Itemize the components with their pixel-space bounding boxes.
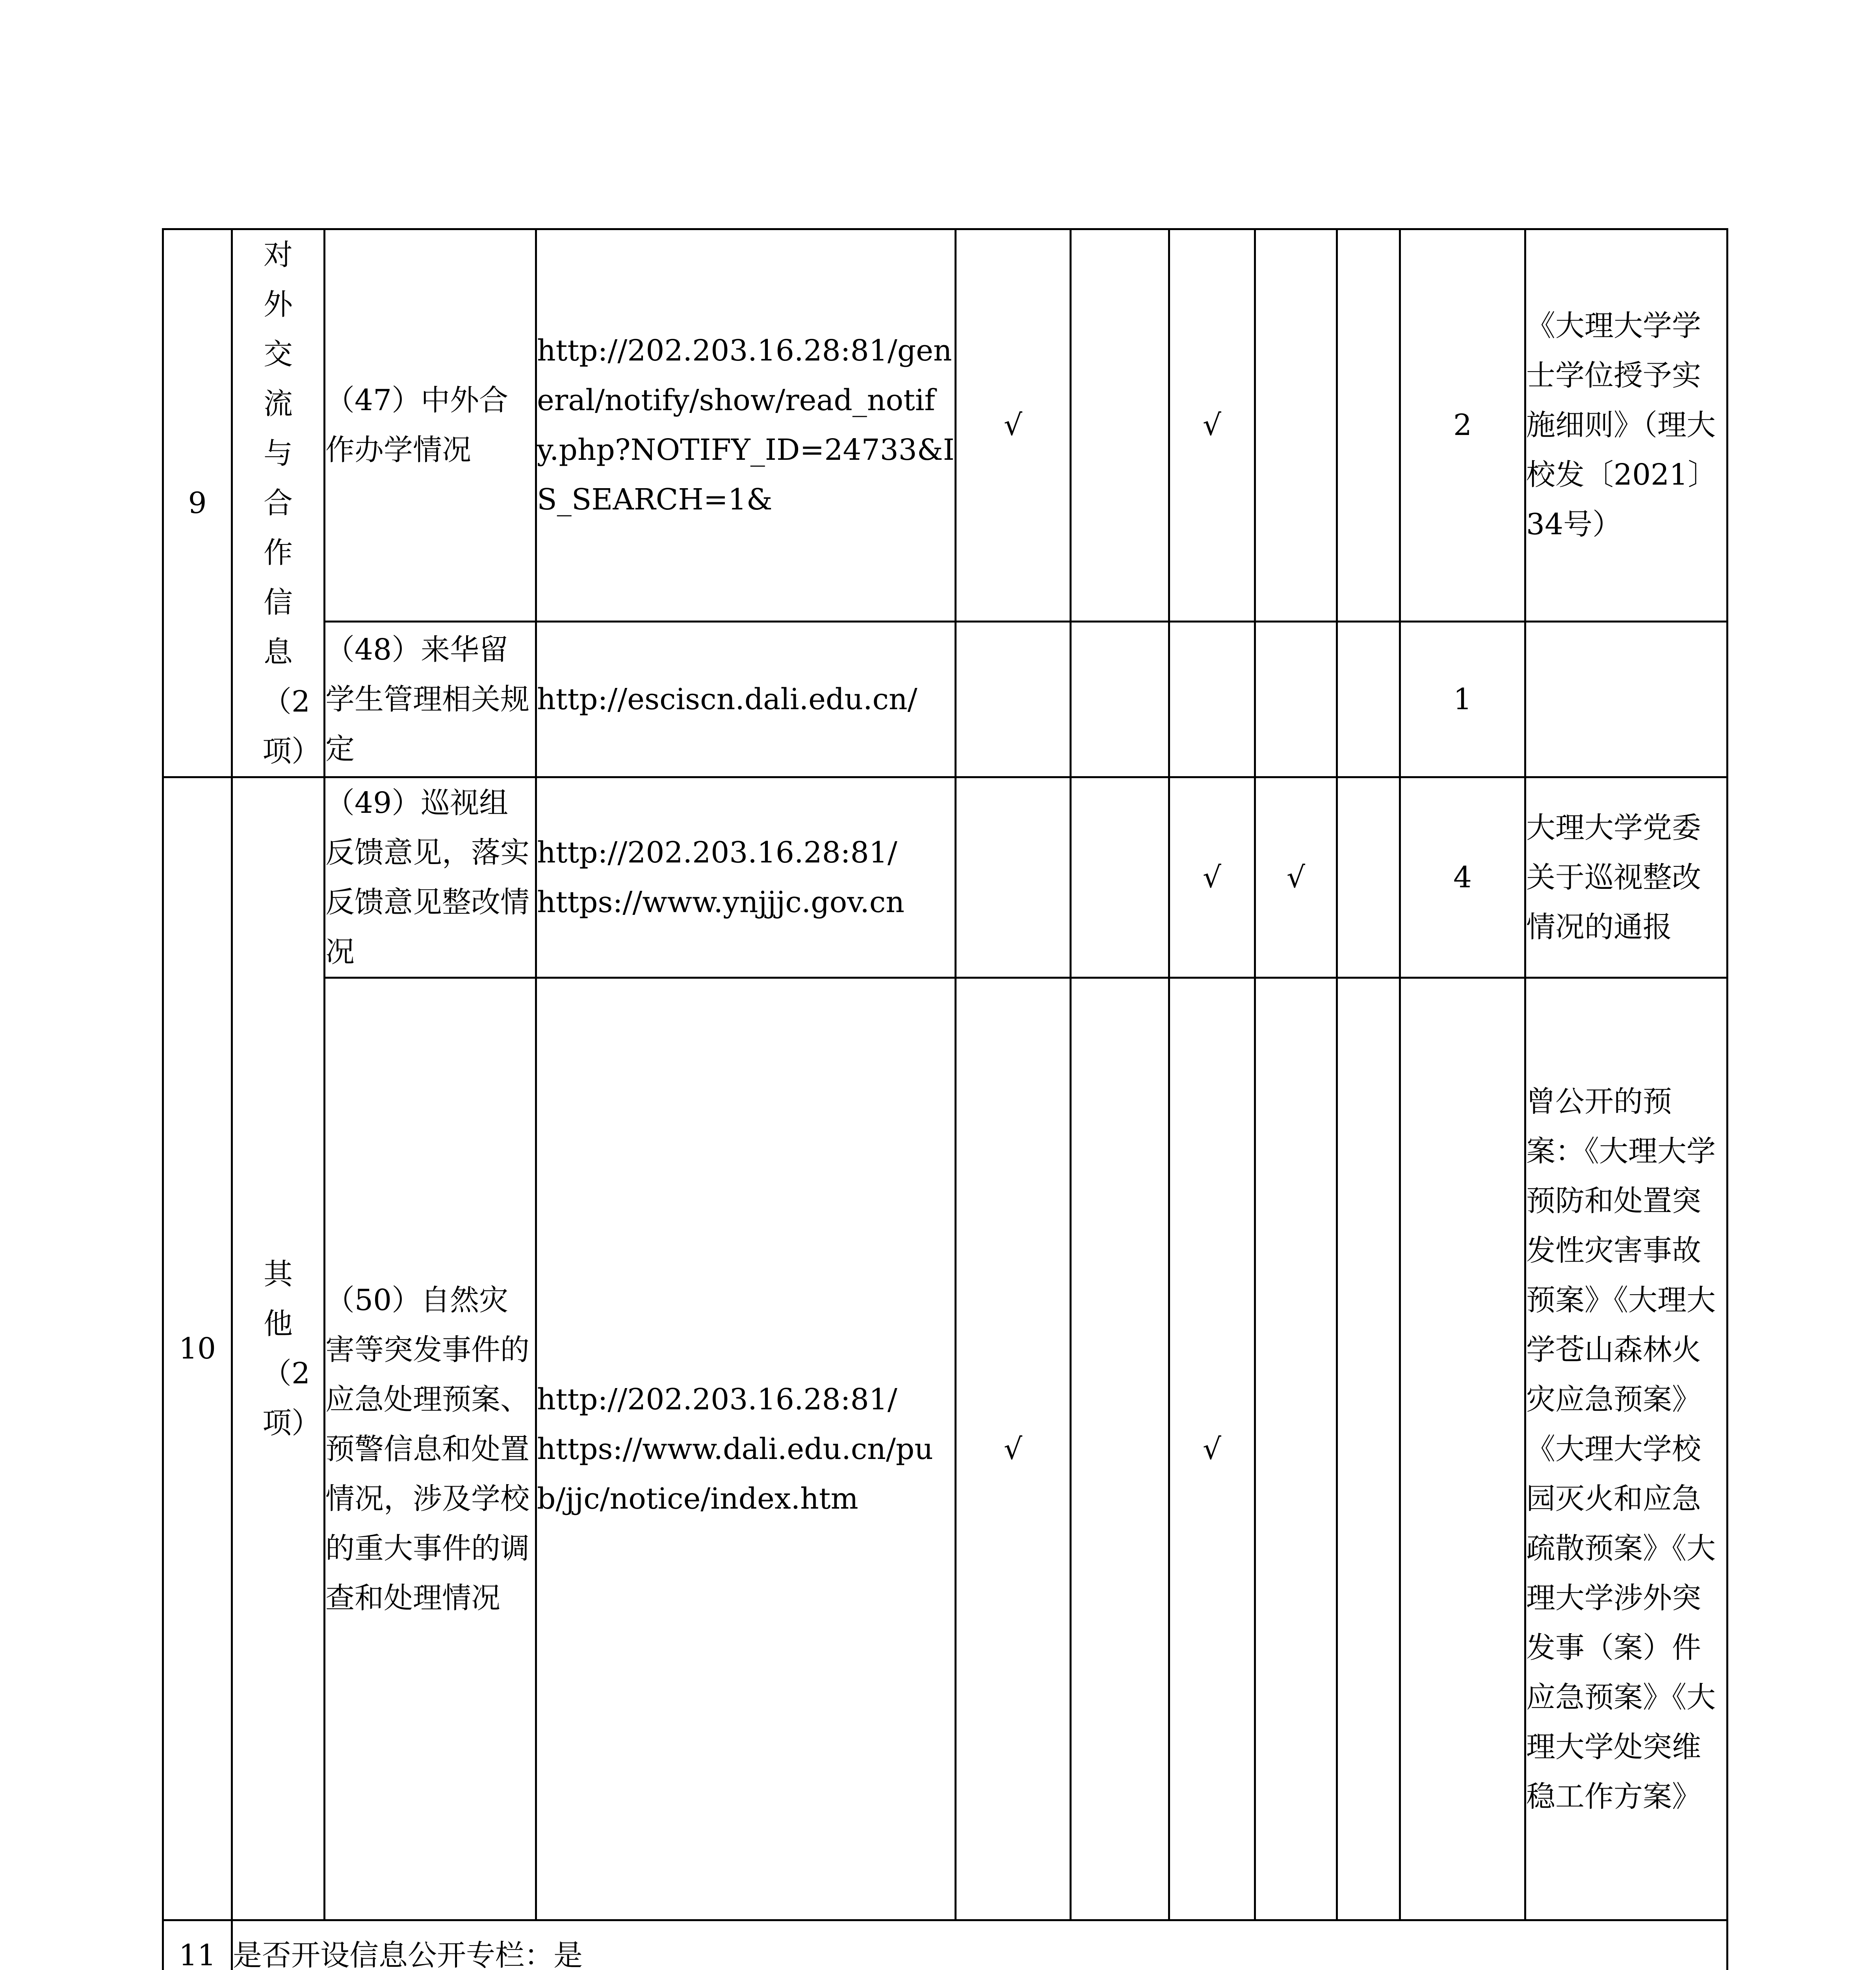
check-cell-1: √ [956,978,1071,1920]
check-cell-2 [1071,621,1169,777]
check-cell-2 [1071,229,1169,622]
row-number: 11 [163,1920,232,1970]
table-row-47 [163,229,1727,622]
row-number: 9 [163,229,232,777]
check-cell-1 [956,621,1071,777]
note-cell [1525,621,1727,777]
row-number: 10 [163,777,232,1920]
check-cell-3: √ [1169,229,1255,622]
check-cell-3: √ [1169,978,1255,1920]
item-cell: （49）巡视组反馈意见，落实反馈意见整改情况 [325,777,536,978]
url-cell: http://202.203.16.28:81/ https://www.dali.edu.cn/pub/jjc/notice/index.htm [536,978,956,1920]
count-cell [1400,978,1525,1920]
table-row-11 [163,1920,1727,1970]
check-cell-5 [1337,229,1400,622]
category-label: 其他（2项） [262,1257,321,1440]
note-cell: 《大理大学学士学位授予实施细则》（理大校发〔2021〕34号） [1525,229,1727,622]
category-cell [232,777,325,1920]
url-cell: http://202.203.16.28:81/general/notify/show/read_notify.php?NOTIFY_ID=24733&IS_SEARCH=1& [536,229,956,622]
check-cell-5 [1337,978,1400,1920]
category-cell [232,229,325,777]
check-cell-2 [1071,777,1169,978]
note-cell: 大理大学党委关于巡视整改情况的通报 [1525,777,1727,978]
check-cell-1 [956,777,1071,978]
check-cell-1: √ [956,229,1071,622]
check-cell-4 [1255,621,1337,777]
check-cell-2 [1071,978,1169,1920]
item-cell: （50）自然灾害等突发事件的应急处理预案、预警信息和处置情况，涉及学校的重大事件的调查和处理情况 [325,978,536,1920]
table-row-50 [163,978,1727,1920]
count-cell: 2 [1400,229,1525,622]
item-cell: （48）来华留学生管理相关规定 [325,621,536,777]
check-cell-3: √ [1169,777,1255,978]
table-row-49 [163,777,1727,978]
item-cell: （47）中外合作办学情况 [325,229,536,622]
check-cell-3 [1169,621,1255,777]
check-cell-4 [1255,229,1337,622]
note-cell: 曾公开的预案：《大理大学预防和处置突发性灾害事故预案》《大理大学苍山森林火灾应急预案》《大理大学校园灭火和应急疏散预案》《大理大学涉外突发事（案）件应急预案》《大理大学处突维稳工作方案》 [1525,978,1727,1920]
summary-cell: 是否开设信息公开专栏：是 [232,1920,1727,1970]
count-cell: 1 [1400,621,1525,777]
check-cell-4: √ [1255,777,1337,978]
check-cell-5 [1337,621,1400,777]
check-cell-5 [1337,777,1400,978]
category-label: 对外交流与合作信息（2项） [262,238,321,768]
url-cell: http://202.203.16.28:81/ https://www.ynjjjc.gov.cn [536,777,956,978]
table-row-48 [163,621,1727,777]
count-cell: 4 [1400,777,1525,978]
disclosure-table [162,228,1728,1970]
check-cell-4 [1255,978,1337,1920]
url-cell: http://esciscn.dali.edu.cn/ [536,621,956,777]
